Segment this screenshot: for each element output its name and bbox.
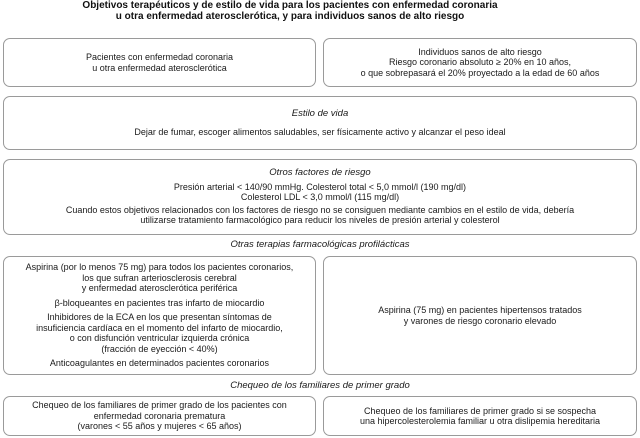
anticoagulants-text: Anticoagulantes en determinados pacientes coronarios — [49, 358, 270, 369]
prophylactic-heading: Otras terapias farmacológicas profilácticas — [230, 239, 410, 250]
family-heading: Chequeo de los familiares de primer grado — [230, 380, 410, 391]
family-right-line-1: Chequeo de los familiares de primer grado si se sospecha — [363, 405, 597, 416]
lifestyle-text: Dejar de fumar, escoger alimentos saludables, ser físicamente activo y alcanzar el peso ideal — [134, 126, 506, 137]
family-right-box — [323, 396, 637, 436]
hypertensive-aspirin-line-1: Aspirina (75 mg) en pacientes hipertensos tratados — [378, 305, 582, 315]
aspirin-line-2: los que sufran arteriosclerosis cerebral — [82, 272, 237, 283]
lifestyle-heading: Estilo de vida — [291, 108, 349, 119]
ace-inhibitors-line-4: (fracción de eyección < 40%) — [101, 343, 218, 354]
family-left-line-3: (varones < 55 años y mujeres < 65 años) — [77, 421, 242, 432]
ace-inhibitors-line-3: o con disfunción ventricular izquierda crónica — [69, 333, 250, 344]
high-risk-line-2: Riesgo coronario absoluto ≥ 20% en 10 años, — [388, 57, 572, 68]
lifestyle-box — [3, 96, 637, 150]
ace-inhibitors-line-1: Inhibidores de la ECA en los que presentan síntomas de — [47, 312, 272, 323]
risk-factors-box — [3, 159, 637, 235]
aspirin-line-1: Aspirina (por lo menos 75 mg) para todos los pacientes coronarios, — [25, 262, 294, 273]
diagram-title — [40, 0, 540, 22]
title-line-1: Objetivos terapéuticos y de estilo de vida para los pacientes con enfermedad coronaria — [82, 0, 498, 11]
risk-factors-line-1: Presión arterial < 140/90 mmHg. Colesterol total < 5,0 mmol/l (190 mg/dl) — [173, 181, 467, 192]
patients-coronary-line-2: u otra enfermedad aterosclerótica — [92, 62, 227, 73]
family-left-box — [3, 396, 316, 436]
family-left-line-1: Chequeo de los familiares de primer grado de los pacientes con — [32, 400, 287, 411]
risk-factors-heading: Otros factores de riesgo — [269, 167, 371, 179]
high-risk-line-1: Individuos sanos de alto riesgo — [418, 46, 542, 57]
family-right-line-2: una hipercolesterolemia familiar u otra dislipemia hereditaria — [359, 416, 601, 426]
risk-factors-line-3: Cuando estos objetivos relacionados con los factores de riesgo no se consiguen mediante cambios en el estilo de vida, debería — [65, 204, 575, 215]
hypertensive-aspirin-line-2: y varones de riesgo coronario elevado — [403, 315, 557, 326]
aspirin-line-3: y enfermedad aterosclerótica periférica — [81, 283, 238, 294]
ace-inhibitors-line-2: insuficiencia cardíaca en el momento del infarto de miocardio, — [36, 322, 283, 333]
beta-blockers-text: β-bloqueantes en pacientes tras infarto de miocardio — [54, 297, 265, 308]
title-line-2: u otra enfermedad aterosclerótica, y para individuos sanos de alto riesgo — [115, 11, 465, 22]
prophylactic-right-box — [323, 256, 637, 375]
prophylactic-left-box — [3, 256, 316, 375]
family-left-line-2: enfermedad coronaria prematura — [93, 410, 226, 421]
risk-factors-line-4: utilizarse tratamiento farmacológico para reducir los niveles de presión arterial y colesterol — [140, 215, 500, 226]
risk-factors-line-2: Colesterol LDL < 3,0 mmol/l (115 mg/dl) — [240, 192, 400, 203]
high-risk-line-3: o que sobrepasará el 20% proyectado a la edad de 60 años — [360, 67, 600, 78]
patients-coronary-line-1: Pacientes con enfermedad coronaria — [85, 52, 234, 62]
patients-coronary-box — [3, 38, 316, 87]
high-risk-individuals-box — [323, 38, 637, 87]
